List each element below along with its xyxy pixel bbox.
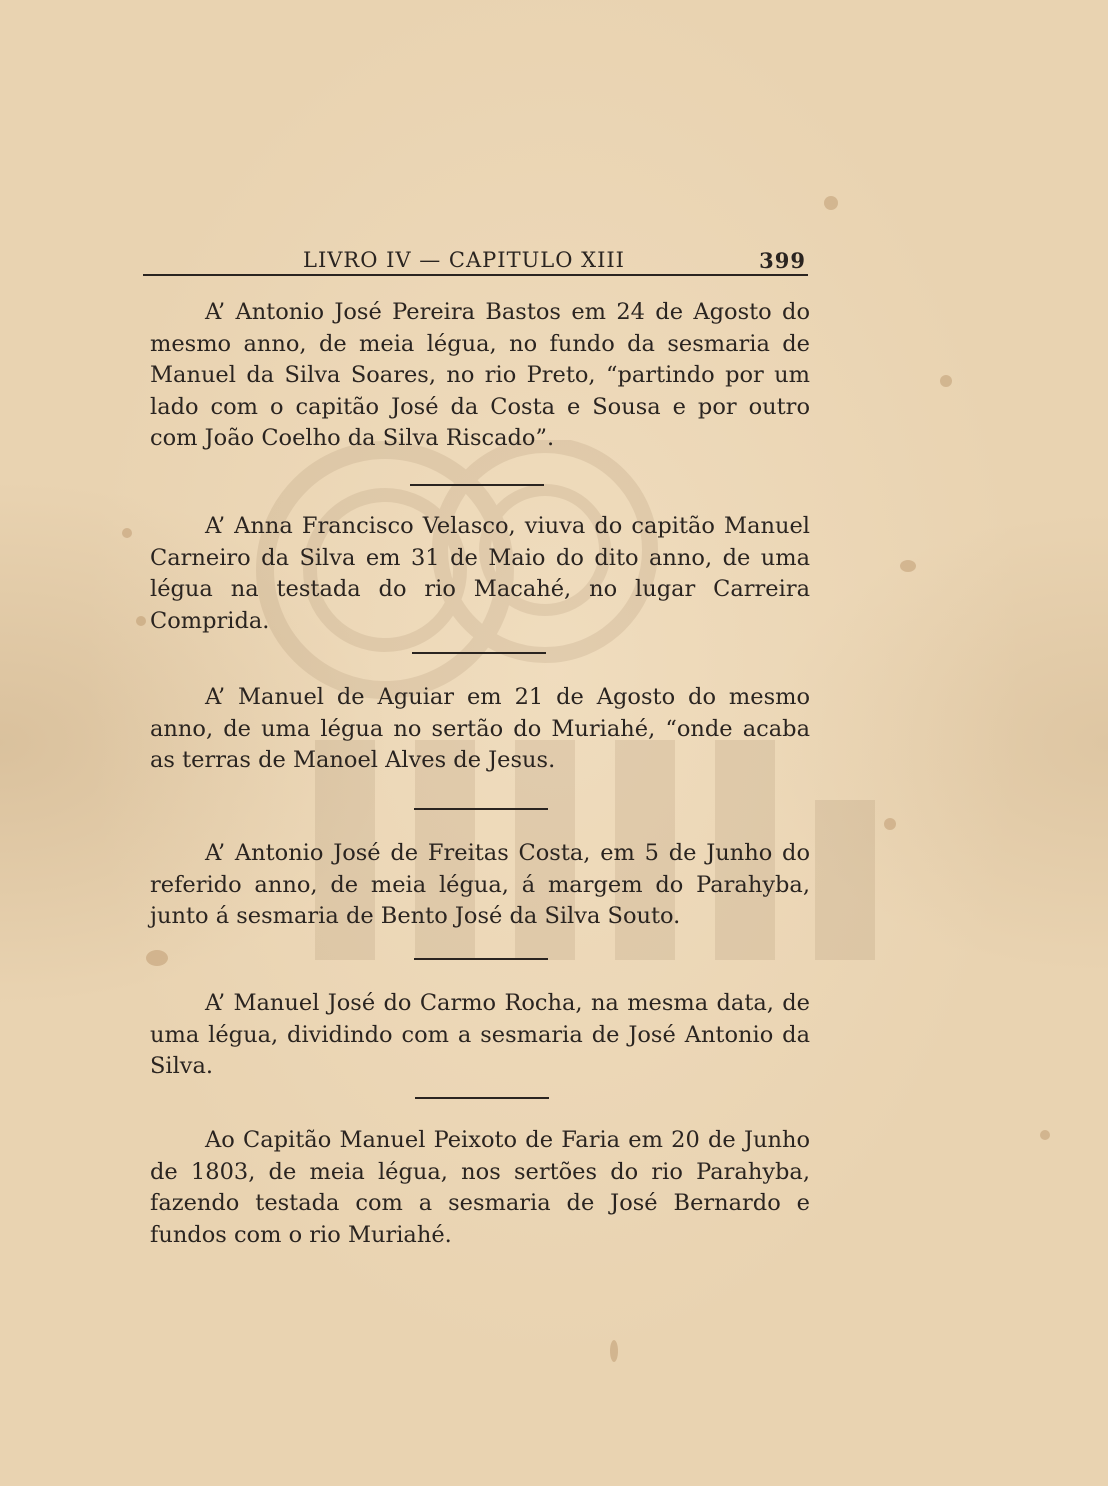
foxing-spot (900, 560, 916, 572)
foxing-spot (940, 375, 952, 387)
section-divider (410, 484, 544, 486)
foxing-spot (136, 616, 146, 626)
foxing-spot (122, 528, 132, 538)
foxing-spot (884, 818, 896, 830)
foxing-spot (1040, 1130, 1050, 1140)
foxing-spot (146, 950, 168, 966)
sesmaria-entry (150, 1125, 810, 1251)
entry-text: A’ Manuel de Aguiar em 21 de Agosto do mesmo anno, de uma légua no sertão do Muriahé, “onde acaba as terras de Manoel Alves de Jesus. (150, 684, 810, 773)
sesmaria-entry (150, 682, 810, 777)
sesmaria-entry (150, 511, 810, 637)
sesmaria-entry (150, 988, 810, 1083)
foxing-spot (824, 196, 838, 210)
entry-text: A’ Antonio José Pereira Bastos em 24 de Agosto do mesmo anno, de meia légua, no fundo da sesmaria de Manuel da Silva Soares, no rio Preto, “partindo por um lado com o capitão José da Costa e Sousa e por outro com João Coelho da Silva Riscado”. (150, 299, 810, 451)
entry-text: A’ Antonio José de Freitas Costa, em 5 de Junho do referido anno, de meia légua, á margem do Parahyba, junto á sesmaria de Bento José da Silva Souto. (150, 840, 810, 929)
section-divider (414, 958, 548, 960)
entry-text: A’ Anna Francisco Velasco, viuva do capitão Manuel Carneiro da Silva em 31 de Maio do dito anno, de uma légua na testada do rio Macahé, no lugar Carreira Comprida. (150, 513, 810, 634)
running-header (143, 244, 808, 276)
entry-text: Ao Capitão Manuel Peixoto de Faria em 20 de Junho de 1803, de meia légua, nos sertões do rio Parahyba, fazendo testada com a sesmaria de José Bernardo e fundos com o rio Muriahé. (150, 1127, 810, 1248)
section-divider (415, 1097, 549, 1099)
entry-text: A’ Manuel José do Carmo Rocha, na mesma data, de uma légua, dividindo com a sesmaria de José Antonio da Silva. (150, 990, 810, 1079)
foxing-spot (610, 1340, 618, 1362)
section-divider (412, 652, 546, 654)
page-number: 399 (759, 248, 806, 273)
sesmaria-entry (150, 838, 810, 933)
section-divider (414, 808, 548, 810)
running-head-title: LIVRO IV — CAPITULO XIII (303, 248, 625, 272)
sesmaria-entry (150, 297, 810, 455)
